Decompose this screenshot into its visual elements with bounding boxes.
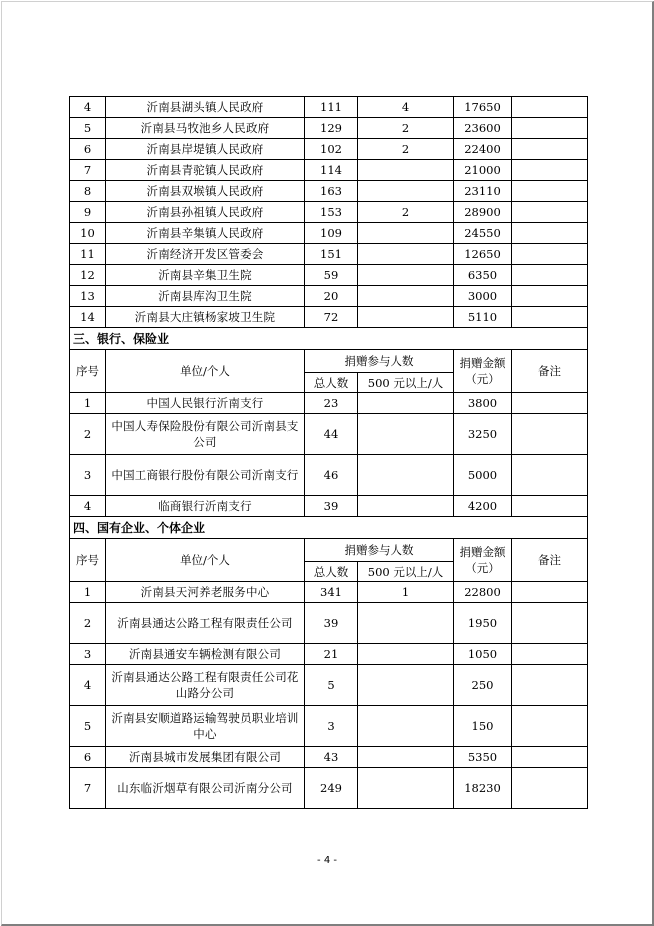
total-people: 39 <box>305 603 358 644</box>
table-row <box>70 139 588 160</box>
table-row <box>70 118 588 139</box>
note-cell <box>512 582 588 603</box>
unit-name: 沂南县辛集镇人民政府 <box>106 223 305 244</box>
note-cell <box>512 244 588 265</box>
row-number: 12 <box>70 265 106 286</box>
note-cell <box>512 393 588 414</box>
header-over-500: 500 元以上/人 <box>358 562 454 582</box>
row-number: 2 <box>70 414 106 455</box>
header-unit: 单位/个人 <box>106 350 305 393</box>
header-total-people: 总人数 <box>305 562 358 582</box>
total-people: 151 <box>305 244 358 265</box>
unit-name: 沂南经济开发区管委会 <box>106 244 305 265</box>
unit-name: 沂南县孙祖镇人民政府 <box>106 202 305 223</box>
header-participants: 捐赠参与人数 <box>305 539 454 562</box>
table-row <box>70 265 588 286</box>
over-500-count: 1 <box>358 582 454 603</box>
section-title-row <box>70 328 588 350</box>
table-row <box>70 244 588 265</box>
unit-name: 沂南县通安车辆检测有限公司 <box>106 644 305 665</box>
table-row <box>70 181 588 202</box>
note-cell <box>512 706 588 747</box>
section-title-banking: 三、银行、保险业 <box>70 328 588 350</box>
total-people: 3 <box>305 706 358 747</box>
total-people: 39 <box>305 496 358 517</box>
row-number: 4 <box>70 97 106 118</box>
unit-name: 沂南县安顺道路运输驾驶员职业培训中心 <box>106 706 305 747</box>
over-500-count <box>358 747 454 768</box>
unit-name: 沂南县青驼镇人民政府 <box>106 160 305 181</box>
over-500-count <box>358 768 454 809</box>
unit-name: 中国人民银行沂南支行 <box>106 393 305 414</box>
table-row <box>70 496 588 517</box>
note-cell <box>512 181 588 202</box>
section-title-row <box>70 517 588 539</box>
over-500-count <box>358 223 454 244</box>
table-row <box>70 768 588 809</box>
donation-amount: 5000 <box>454 455 512 496</box>
note-cell <box>512 665 588 706</box>
row-number: 14 <box>70 307 106 328</box>
over-500-count: 4 <box>358 97 454 118</box>
over-500-count <box>358 665 454 706</box>
total-people: 43 <box>305 747 358 768</box>
row-number: 11 <box>70 244 106 265</box>
row-number: 9 <box>70 202 106 223</box>
over-500-count <box>358 286 454 307</box>
donation-amount: 4200 <box>454 496 512 517</box>
over-500-count <box>358 496 454 517</box>
table-row <box>70 223 588 244</box>
over-500-count <box>358 265 454 286</box>
donation-amount: 12650 <box>454 244 512 265</box>
header-amount: 捐赠金额（元） <box>454 539 512 582</box>
table-row <box>70 644 588 665</box>
over-500-count <box>358 307 454 328</box>
page-number: - 4 - <box>317 855 337 866</box>
row-number: 2 <box>70 603 106 644</box>
header-total-people: 总人数 <box>305 373 358 393</box>
unit-name: 沂南县大庄镇杨家坡卫生院 <box>106 307 305 328</box>
donation-amount: 23110 <box>454 181 512 202</box>
total-people: 114 <box>305 160 358 181</box>
row-number: 8 <box>70 181 106 202</box>
note-cell <box>512 644 588 665</box>
unit-name: 沂南县库沟卫生院 <box>106 286 305 307</box>
header-participants: 捐赠参与人数 <box>305 350 454 373</box>
total-people: 341 <box>305 582 358 603</box>
donation-amount: 24550 <box>454 223 512 244</box>
donation-amount: 22400 <box>454 139 512 160</box>
donation-amount: 21000 <box>454 160 512 181</box>
over-500-count <box>358 393 454 414</box>
unit-name: 沂南县湖头镇人民政府 <box>106 97 305 118</box>
donation-amount: 22800 <box>454 582 512 603</box>
total-people: 111 <box>305 97 358 118</box>
donation-amount: 150 <box>454 706 512 747</box>
over-500-count <box>358 455 454 496</box>
row-number: 10 <box>70 223 106 244</box>
total-people: 163 <box>305 181 358 202</box>
total-people: 23 <box>305 393 358 414</box>
table-row <box>70 286 588 307</box>
row-number: 7 <box>70 768 106 809</box>
row-number: 4 <box>70 496 106 517</box>
unit-name: 山东临沂烟草有限公司沂南分公司 <box>106 768 305 809</box>
row-number: 6 <box>70 747 106 768</box>
over-500-count <box>358 644 454 665</box>
donation-amount: 3800 <box>454 393 512 414</box>
header-unit: 单位/个人 <box>106 539 305 582</box>
over-500-count: 2 <box>358 118 454 139</box>
note-cell <box>512 160 588 181</box>
unit-name: 沂南县岸堤镇人民政府 <box>106 139 305 160</box>
note-cell <box>512 496 588 517</box>
unit-name: 沂南县通达公路工程有限责任公司 <box>106 603 305 644</box>
unit-name: 中国人寿保险股份有限公司沂南县支公司 <box>106 414 305 455</box>
row-number: 3 <box>70 455 106 496</box>
table-row <box>70 160 588 181</box>
total-people: 44 <box>305 414 358 455</box>
header-note: 备注 <box>512 350 588 393</box>
table-row <box>70 455 588 496</box>
total-people: 109 <box>305 223 358 244</box>
note-cell <box>512 97 588 118</box>
over-500-count <box>358 414 454 455</box>
donation-amount: 17650 <box>454 97 512 118</box>
row-number: 13 <box>70 286 106 307</box>
over-500-count <box>358 244 454 265</box>
table-row <box>70 706 588 747</box>
over-500-count: 2 <box>358 139 454 160</box>
table-row <box>70 582 588 603</box>
header-row <box>70 350 588 373</box>
header-seq: 序号 <box>70 539 106 582</box>
row-number: 5 <box>70 118 106 139</box>
donation-amount: 250 <box>454 665 512 706</box>
donation-table <box>69 96 588 809</box>
table-row <box>70 393 588 414</box>
note-cell <box>512 455 588 496</box>
note-cell <box>512 414 588 455</box>
donation-amount: 1950 <box>454 603 512 644</box>
unit-name: 沂南县马牧池乡人民政府 <box>106 118 305 139</box>
donation-amount: 3250 <box>454 414 512 455</box>
header-over-500: 500 元以上/人 <box>358 373 454 393</box>
total-people: 153 <box>305 202 358 223</box>
note-cell <box>512 118 588 139</box>
over-500-count: 2 <box>358 202 454 223</box>
over-500-count <box>358 160 454 181</box>
total-people: 59 <box>305 265 358 286</box>
unit-name: 沂南县双堠镇人民政府 <box>106 181 305 202</box>
note-cell <box>512 202 588 223</box>
unit-name: 临商银行沂南支行 <box>106 496 305 517</box>
note-cell <box>512 747 588 768</box>
row-number: 3 <box>70 644 106 665</box>
total-people: 72 <box>305 307 358 328</box>
header-seq: 序号 <box>70 350 106 393</box>
total-people: 21 <box>305 644 358 665</box>
table-row <box>70 665 588 706</box>
total-people: 249 <box>305 768 358 809</box>
note-cell <box>512 286 588 307</box>
header-note: 备注 <box>512 539 588 582</box>
row-number: 4 <box>70 665 106 706</box>
donation-amount: 5350 <box>454 747 512 768</box>
table-row <box>70 747 588 768</box>
unit-name: 沂南县通达公路工程有限责任公司花山路分公司 <box>106 665 305 706</box>
donation-amount: 23600 <box>454 118 512 139</box>
table-row <box>70 202 588 223</box>
note-cell <box>512 265 588 286</box>
total-people: 129 <box>305 118 358 139</box>
total-people: 20 <box>305 286 358 307</box>
donation-amount: 6350 <box>454 265 512 286</box>
row-number: 1 <box>70 582 106 603</box>
section-title-enterprises: 四、国有企业、个体企业 <box>70 517 588 539</box>
row-number: 1 <box>70 393 106 414</box>
over-500-count <box>358 181 454 202</box>
note-cell <box>512 307 588 328</box>
unit-name: 中国工商银行股份有限公司沂南支行 <box>106 455 305 496</box>
unit-name: 沂南县城市发展集团有限公司 <box>106 747 305 768</box>
note-cell <box>512 139 588 160</box>
table-row <box>70 603 588 644</box>
row-number: 5 <box>70 706 106 747</box>
header-row <box>70 539 588 562</box>
header-amount: 捐赠金额（元） <box>454 350 512 393</box>
total-people: 102 <box>305 139 358 160</box>
total-people: 46 <box>305 455 358 496</box>
donation-amount: 18230 <box>454 768 512 809</box>
note-cell <box>512 603 588 644</box>
donation-amount: 28900 <box>454 202 512 223</box>
row-number: 6 <box>70 139 106 160</box>
over-500-count <box>358 706 454 747</box>
table-row <box>70 97 588 118</box>
unit-name: 沂南县天河养老服务中心 <box>106 582 305 603</box>
row-number: 7 <box>70 160 106 181</box>
note-cell <box>512 223 588 244</box>
donation-amount: 1050 <box>454 644 512 665</box>
table-row <box>70 414 588 455</box>
table-row <box>70 307 588 328</box>
over-500-count <box>358 603 454 644</box>
unit-name: 沂南县辛集卫生院 <box>106 265 305 286</box>
donation-amount: 3000 <box>454 286 512 307</box>
note-cell <box>512 768 588 809</box>
total-people: 5 <box>305 665 358 706</box>
donation-amount: 5110 <box>454 307 512 328</box>
